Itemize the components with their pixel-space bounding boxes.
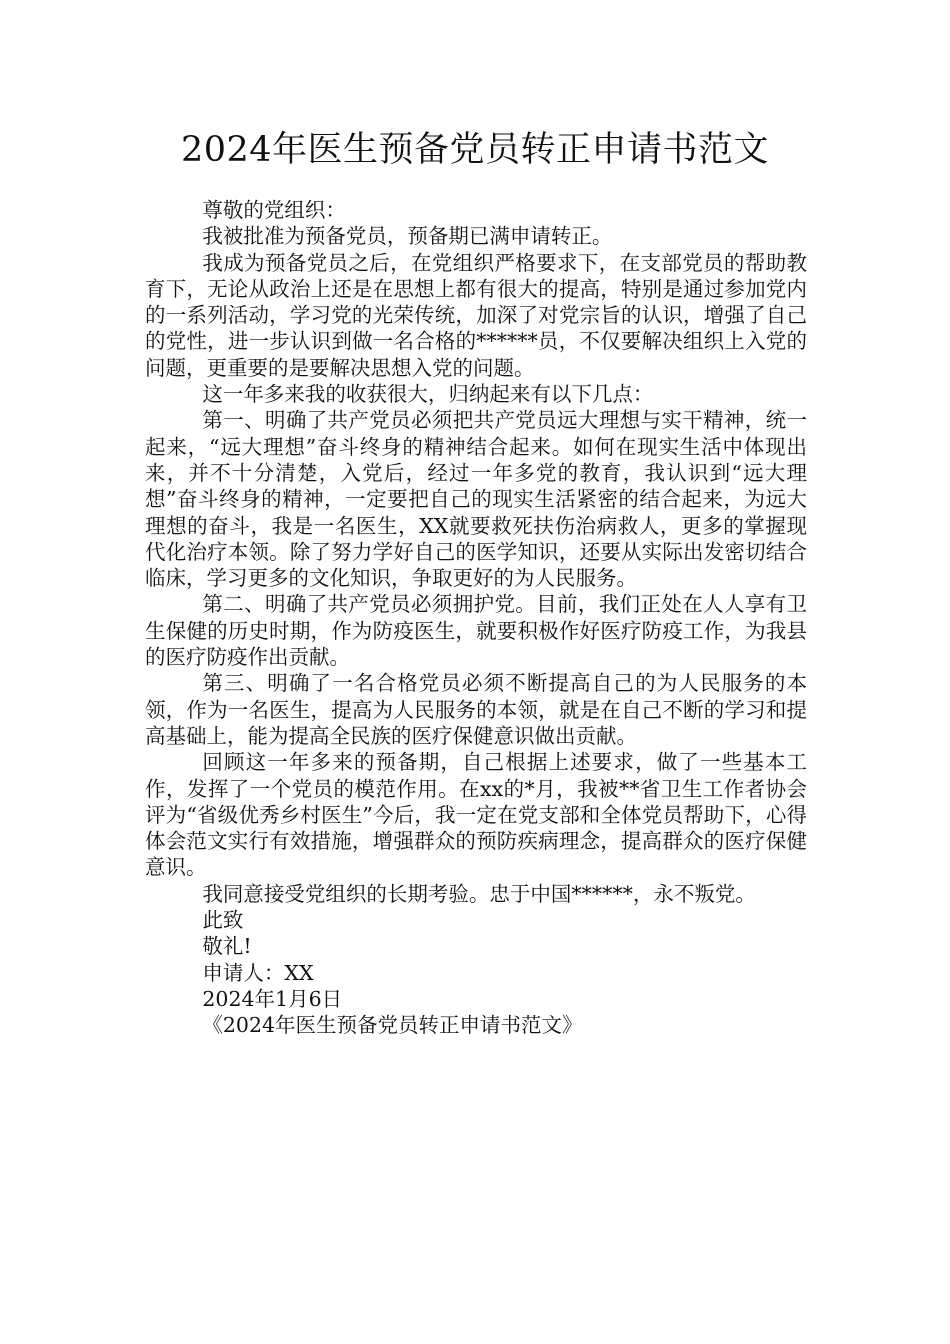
paragraph-6: 第三、明确了一名合格党员必须不断提高自己的为人民服务的本领，作为一名医生，提高为人民服务的本领，就是在自己不断的学习和提高基础上，能为提高全民族的医疗保健意识做出贡献。 bbox=[145, 671, 807, 748]
applicant: 申请人：XX bbox=[202, 960, 314, 985]
paragraph-1: 我被批准为预备党员，预备期已满申请转正。 bbox=[202, 224, 613, 249]
closing: 此致 bbox=[202, 908, 244, 933]
paragraph-2: 我成为预备党员之后，在党组织严格要求下，在支部党员的帮助教育下，无论从政治上还是在思想上都有很大的提高，特别是通过参加党内的一系列活动，学习党的光荣传统，加深了对党宗旨的认识，增强了自己的党性，进一步认识到做一名合格的******员，不仅要解决组织上入党的问题，更重要的是要解决思想入党的问题。 bbox=[145, 250, 807, 380]
document-body bbox=[145, 197, 807, 1039]
paragraph-3: 这一年多来我的收获很大，归纳起来有以下几点： bbox=[202, 382, 654, 407]
salutation: 尊敬的党组织： bbox=[202, 198, 346, 222]
footer-title: 《2024年医生预备党员转正申请书范文》 bbox=[202, 1013, 583, 1038]
paragraph-7: 回顾这一年多来的预备期，自己根据上述要求，做了一些基本工作，发挥了一个党员的模范作用。在xx的*月，我被**省卫生工作者协会评为“省级优秀乡村医生”今后，我一定在党支部和全体党员帮助下，心得体会范文实行有效措施，增强群众的预防疾病理念，提高群众的医疗保健意识。 bbox=[145, 750, 807, 880]
document-title: 2024年医生预备党员转正申请书范文 bbox=[180, 130, 770, 170]
paragraph-8: 我同意接受党组织的长期考验。忠于中国******，永不叛党。 bbox=[202, 881, 756, 906]
paragraph-4: 第一、明确了共产党员必须把共产党员远大理想与实干精神，统一起来，“远大理想”奋斗终身的精神结合起来。如何在现实生活中体现出来，并不十分清楚，入党后，经过一年多党的教育，我认识到“远大理想”奋斗终身的精神，一定要把自己的现实生活紧密的结合起来，为远大理想的奋斗，我是一名医生，XX就要救死扶伤治病救人，更多的掌握现代化治疗本领。除了努力学好自己的医学知识，还要从实际出发密切结合临床，学习更多的文化知识，争取更好的为人民服务。 bbox=[145, 408, 807, 591]
date: 2024年1月6日 bbox=[202, 986, 343, 1011]
regards: 敬礼! bbox=[202, 934, 252, 959]
paragraph-5: 第二、明确了共产党员必须拥护党。目前，我们正处在人人享有卫生保健的历史时期，作为防疫医生，就要积极作好医疗防疫工作，为我县的医疗防疫作出贡献。 bbox=[145, 592, 807, 670]
